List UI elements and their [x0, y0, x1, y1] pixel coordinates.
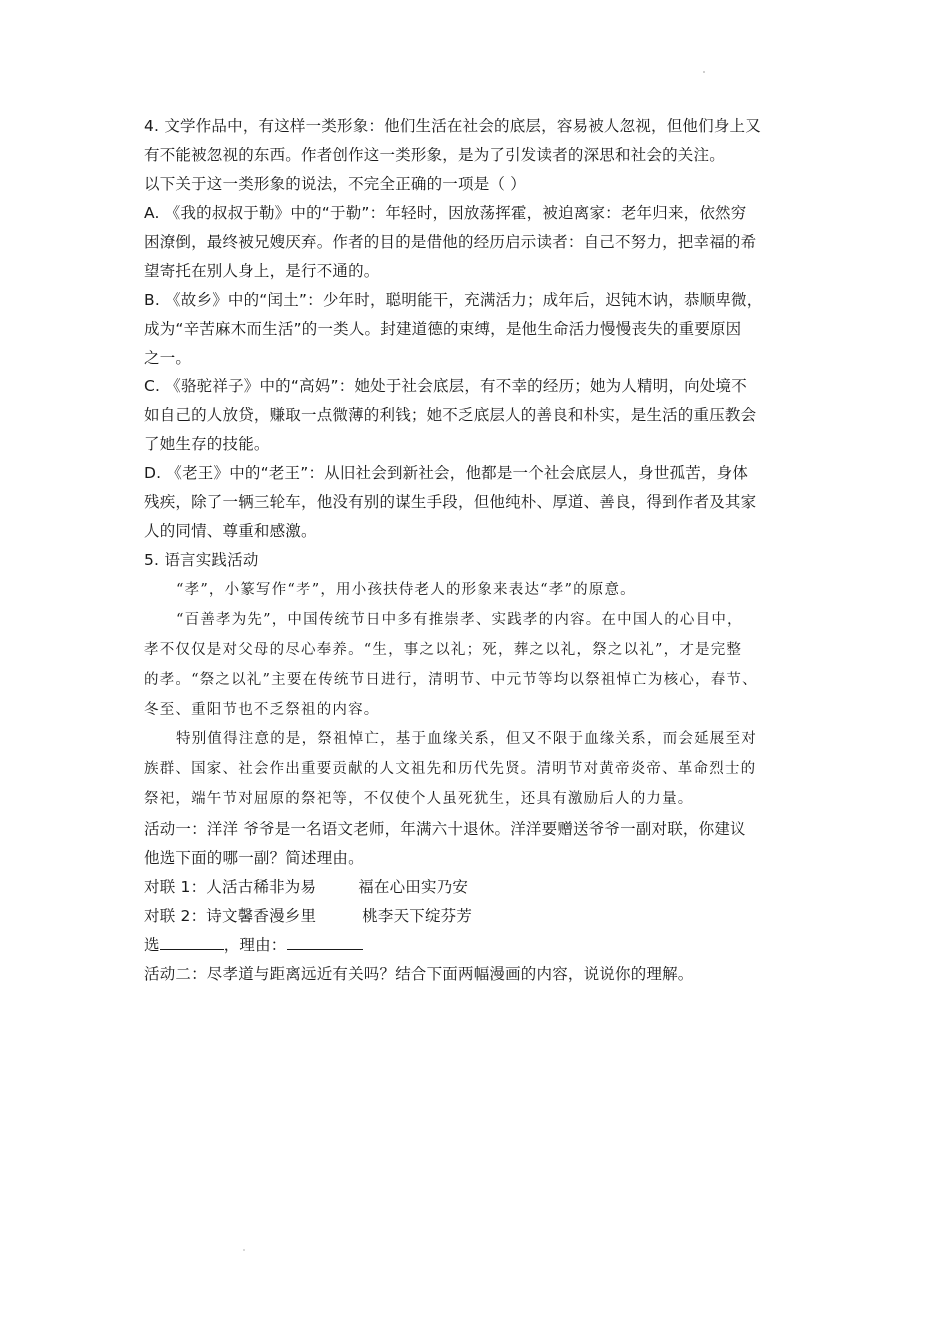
q4-option-d-line-3: 人的同情、尊重和感激。	[144, 522, 317, 540]
couplet-2-first-line: 对联 2：诗文馨香漫乡里	[144, 907, 317, 925]
couplet-1	[144, 877, 468, 897]
q5-passage-p1: “孝”，小篆写作“𦒱”，用小孩扶侍老人的形象来表达“孝”的原意。	[176, 582, 636, 598]
reason-blank[interactable]	[287, 935, 363, 950]
q4-option-c-line-3: 了她生存的技能。	[144, 435, 270, 453]
reason-label: ，理由：	[223, 936, 287, 954]
q4-option-b-line-1: B. 《故乡》中的“闰土”：少年时，聪明能干，充满活力；成年后，迟钝木讷，恭顺卑微，	[144, 291, 763, 309]
couplet-2-second-line: 桃李天下绽芬芳	[362, 907, 473, 925]
choose-label: 选	[144, 936, 160, 954]
q4-stem-line-2: 有不能被忽视的东西。作者创作这一类形象，是为了引发读者的深思和社会的关注。	[144, 146, 725, 164]
q5-passage-p3-line-2: 族群、国家、社会作出重要贡献的人文祖先和历代先贤。清明节对黄帝炎帝、革命烈士的	[144, 761, 757, 777]
q5-title: 5. 语言实践活动	[144, 551, 259, 569]
couplet-1-second-line: 福在心田实乃安	[358, 878, 469, 896]
scan-speck	[703, 71, 705, 73]
couplet-1-first-line: 对联 1：人活古稀非为易	[144, 878, 317, 896]
q4-option-d-line-2: 残疾，除了一辆三轮车，他没有别的谋生手段，但他纯朴、厚道、善良，得到作者及其家	[144, 493, 757, 511]
q5-passage-p2-line-3: 的孝。“祭之以礼”主要在传统节日进行，清明节、中元节等均以祭祖悼亡为核心，春节、	[144, 672, 758, 688]
choose-blank[interactable]	[160, 935, 224, 950]
q4-stem-line-1: 4. 文学作品中，有这样一类形象：他们生活在社会的底层，容易被人忽视，但他们身上又	[144, 117, 761, 135]
q4-option-a-line-1: A. 《我的叔叔于勒》中的“于勒”：年轻时，因放荡挥霍，被迫离家：老年归来，依然穷	[144, 204, 747, 222]
q5-activity1-line-1: 活动一：洋洋 爷爷是一名语文老师，年满六十退休。洋洋要赠送爷爷一副对联，你建议	[144, 820, 746, 838]
q5-passage-p2-line-2: 孝不仅仅是对父母的尽心奉养。“生，事之以礼；死，葬之以礼，祭之以礼”，才是完整	[144, 642, 743, 658]
q4-option-c-line-2: 如自己的人放贷，赚取一点微薄的利钱；她不乏底层人的善良和朴实，是生活的重压教会	[144, 406, 757, 424]
scan-speck-bottom	[243, 1249, 245, 1251]
q4-option-d-line-1: D. 《老王》中的“老王”：从旧社会到新社会，他都是一个社会底层人，身世孤苦，身体	[144, 464, 749, 482]
q4-stem-line-3: 以下关于这一类形象的说法，不完全正确的一项是（ ）	[144, 175, 526, 193]
q4-option-b-line-2: 成为“辛苦麻木而生活”的一类人。封建道德的束缚，是他生命活力慢慢丧失的重要原因	[144, 320, 742, 338]
q5-passage-p2-line-4: 冬至、重阳节也不乏祭祖的内容。	[144, 702, 380, 718]
q4-option-b-line-3: 之一。	[144, 349, 192, 367]
q4-option-a-line-2: 困潦倒，最终被兄嫂厌弃。作者的目的是借他的经历启示读者：自己不努力，把幸福的希	[144, 233, 757, 251]
q5-activity2: 活动二：尽孝道与距离远近有关吗？结合下面两幅漫画的内容，说说你的理解。	[144, 965, 694, 983]
q5-passage-p2-line-1: “百善孝为先”，中国传统节日中多有推崇孝、实践孝的内容。在中国人的心目中，	[176, 612, 743, 628]
q4-option-a-line-3: 望寄托在别人身上，是行不通的。	[144, 262, 380, 280]
q5-activity1-line-2: 他选下面的哪一副？简述理由。	[144, 849, 364, 867]
couplet-2	[144, 906, 472, 926]
answer-line	[144, 935, 363, 955]
q5-passage-p3-line-3: 祭祀，端午节对屈原的祭祀等，不仅使个人虽死犹生，还具有激励后人的力量。	[144, 791, 694, 807]
q4-option-c-line-1: C. 《骆驼祥子》中的“高妈”：她处于社会底层，有不幸的经历；她为人精明，向处境不	[144, 377, 747, 395]
q5-passage-p3-line-1: 特别值得注意的是，祭祖悼亡，基于血缘关系，但又不限于血缘关系，而会延展至对	[176, 731, 757, 747]
